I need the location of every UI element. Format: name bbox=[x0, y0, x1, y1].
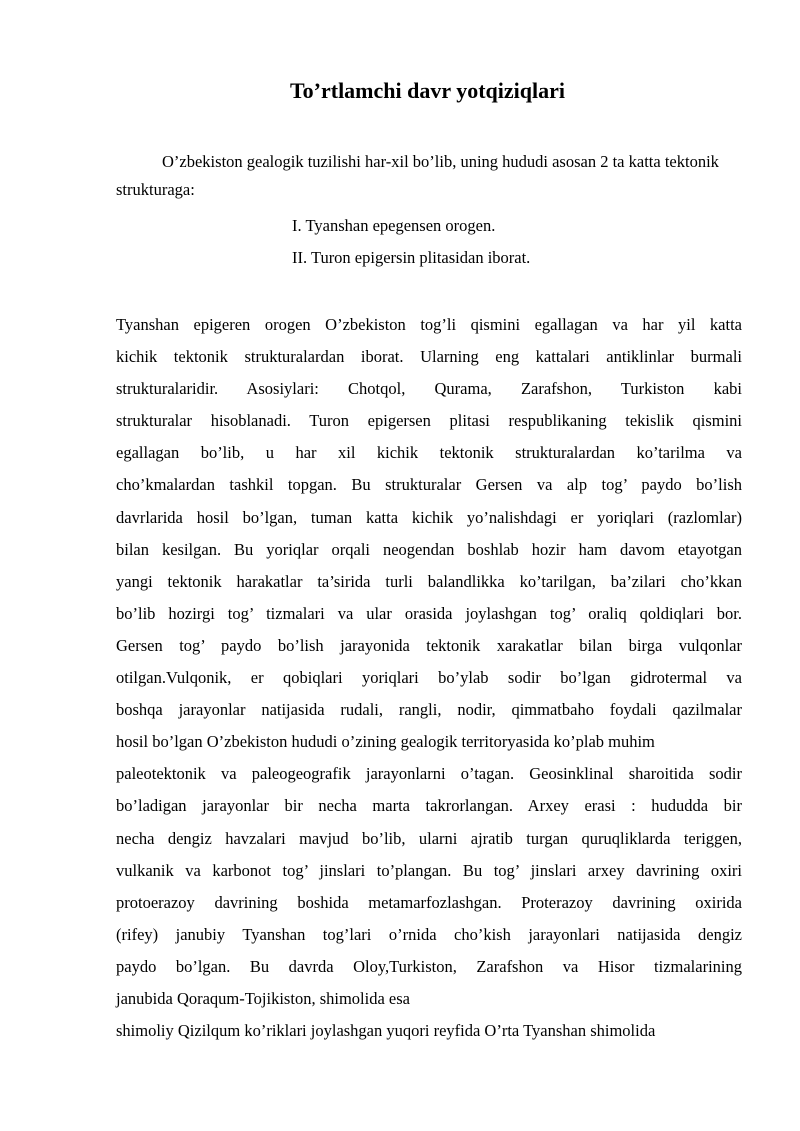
body-line: boshqa jarayonlar natijasida rudali, rangli, nodir, qimmatbaho foydali qazilmalar bbox=[116, 700, 742, 720]
body-line: kichik tektonik strukturalardan iborat. Ularning eng kattalari antiklinlar burmali bbox=[116, 347, 742, 367]
document-title: To’rtlamchi davr yotqiziqlari bbox=[290, 78, 565, 103]
body-line: egallagan bo’lib, u har xil kichik tektonik strukturalardan ko’tarilma va bbox=[116, 443, 742, 463]
body-line: otilgan.Vulqonik, er qobiqlari yoriqlari bo’ylab sodir bo’lgan gidrotermal va bbox=[116, 668, 742, 688]
body-line: vulkanik va karbonot tog’ jinslari to’plangan. Bu tog’ jinslari arxey davrining oxiri bbox=[116, 860, 742, 880]
body-line: necha dengiz havzalari mavjud bo’lib, ularni ajratib turgan quruqliklarda teriggen, bbox=[116, 828, 742, 848]
body-line: Gersen tog’ paydo bo’lish jarayonida tektonik xarakatlar bilan birga vulqonlar bbox=[116, 635, 742, 655]
body-line: janubida Qoraqum-Tojikiston, shimolida esa bbox=[116, 988, 410, 1008]
body-line: strukturalaridir. Asosiylari: Chotqol, Qurama, Zarafshon, Turkiston kabi bbox=[116, 379, 742, 399]
list-item-tyanshan: I. Tyanshan epegensen orogen. bbox=[292, 216, 496, 235]
body-paragraph bbox=[116, 309, 742, 1047]
body-line: cho’kmalardan tashkil topgan. Bu strukturalar Gersen va alp tog’ paydo bo’lish bbox=[116, 475, 742, 495]
body-line: bo’ladigan jarayonlar bir necha marta takrorlangan. Arxey erasi : hududda bir bbox=[116, 796, 742, 816]
body-line: paydo bo’lgan. Bu davrda Oloy,Turkiston, Zarafshon va Hisor tizmalarining bbox=[116, 956, 742, 976]
body-line: Tyanshan epigeren orogen O’zbekiston tog’li qismini egallagan va har yil katta bbox=[116, 315, 742, 334]
body-line: shimoliy Qizilqum ko’riklari joylashgan yuqori reyfida O’rta Tyanshan shimolida bbox=[116, 1021, 656, 1041]
intro-paragraph: O’zbekiston gealogik tuzilishi har-xil bo’lib, uning hududi asosan 2 ta katta tektonik strukturaga: bbox=[116, 152, 719, 199]
body-line: (rifey) janubiy Tyanshan tog’lari o’rnida cho’kish jarayonlari natijasida dengiz bbox=[116, 924, 742, 944]
body-line: strukturalar hisoblanadi. Turon epigersen plitasi respublikaning tekislik qismini bbox=[116, 411, 742, 431]
body-line: bo’lib hozirgi tog’ tizmalari va ular orasida joylashgan tog’ oraliq qoldiqlari bor. bbox=[116, 603, 742, 623]
body-line: paleotektonik va paleogeografik jarayonlarni o’tagan. Geosinklinal sharoitida sodir bbox=[116, 764, 742, 784]
body-line: protoerazoy davrining boshida metamarfozlashgan. Proterazoy davrining oxirida bbox=[116, 892, 742, 912]
body-line: davrlarida hosil bo’lgan, tuman katta kichik yo’nalishdagi er yoriqlari (razlomlar) bbox=[116, 507, 742, 527]
body-line: hosil bo’lgan O’zbekiston hududi o’zining gealogik territoryasida ko’plab muhim bbox=[116, 732, 655, 752]
body-line: bilan kesilgan. Bu yoriqlar orqali neogendan boshlab hozir ham davom etayotgan bbox=[116, 539, 742, 559]
body-line: yangi tektonik harakatlar ta’sirida turli balandlikka ko’tarilgan, ba’zilari cho’kkan bbox=[116, 571, 742, 591]
list-item-turon: II. Turon epigersin plitasidan iborat. bbox=[292, 248, 531, 267]
